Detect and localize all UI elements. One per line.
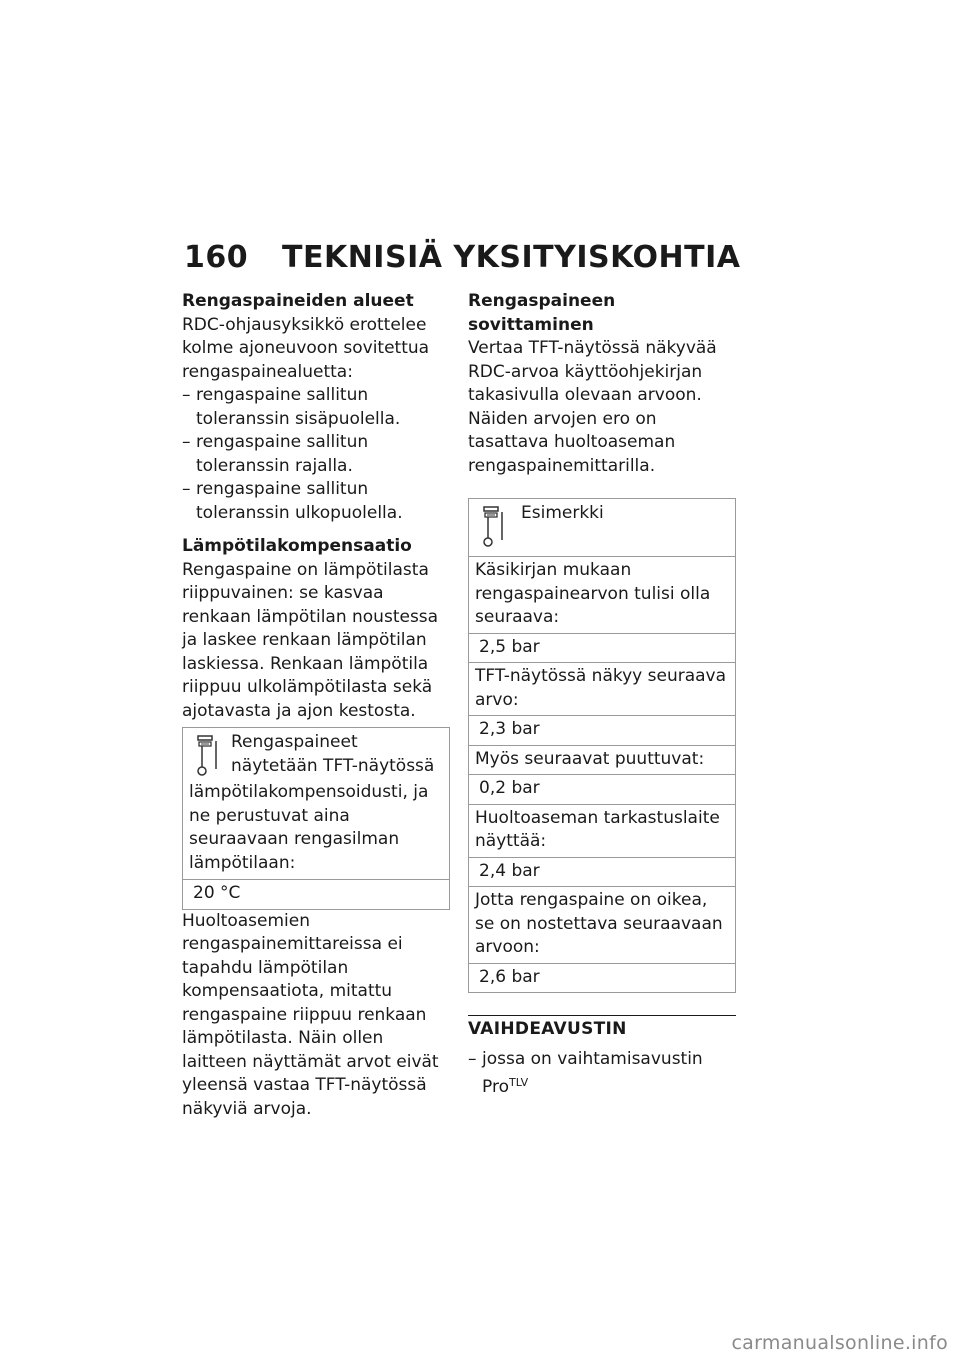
- example-row: TFT-näytössä näkyy seuraava arvo:: [469, 663, 735, 716]
- footer-watermark[interactable]: carmanualsonline.info: [731, 1332, 948, 1354]
- list-item: – rengaspaine sallitun toleranssin ulkopuolella.: [182, 478, 450, 525]
- example-value: 2,6 bar: [479, 966, 540, 987]
- example-row: Käsikirjan mukaan rengaspainearvon tulisi olla seuraava:: [469, 557, 735, 634]
- section-list: [468, 1048, 736, 1100]
- example-value: 2,3 bar: [469, 716, 735, 746]
- page-title: TEKNISIÄ YKSITYISKOHTIA: [282, 240, 741, 275]
- page-header: [184, 240, 744, 280]
- temp-text: Rengaspaine on lämpötilasta riippuvainen: se kasvaa renkaan lämpötilan noustessa ja laskee renkaan lämpötilan laskiessa. Renkaan lämpötila riippuu ulkolämpötilasta sekä ajotavasta ja ajon kestosta.: [182, 559, 439, 721]
- workshop-text: Huoltoasemien rengaspainemittareissa ei tapahdu lämpötilan kompensaatiota, mitattu rengaspaine riippuu renkaan lämpötilasta. Näin ollen laitteen näyttämät arvot eivät yleensä vastaa TFT-näytössä näkyviä arvoja.: [182, 910, 439, 1119]
- adjust-heading: Rengaspaineen sovittaminen: [468, 291, 616, 335]
- list-item: – jossa on vaihtamisavustin Pro$^{TLV}$: [468, 1048, 736, 1100]
- example-row: Jotta rengaspaine on oikea, se on nostettava seuraavaan arvoon:: [469, 887, 735, 964]
- tire-gauge-icon: [475, 504, 511, 552]
- example-title: Esimerkki: [521, 503, 604, 523]
- left-column: [182, 290, 450, 1121]
- page-number: 160: [184, 240, 249, 275]
- example-row: Myös seuraavat puuttuvat:: [469, 746, 735, 776]
- right-column: [468, 290, 736, 1100]
- temp-heading: Lämpötilakompensaatio: [182, 536, 412, 556]
- example-value: 0,2 bar: [469, 775, 735, 805]
- note-box: [182, 727, 450, 910]
- ranges-list: [182, 384, 450, 525]
- example-box: [468, 498, 736, 993]
- example-value: 2,4 bar: [469, 858, 735, 888]
- example-value: 2,5 bar: [469, 634, 735, 664]
- tire-gauge-icon: [189, 733, 225, 781]
- ranges-heading: Rengaspaineiden alueet: [182, 291, 414, 311]
- section-item-sup: TLV: [508, 1076, 529, 1089]
- section-title: VAIHDEAVUSTIN: [468, 1019, 627, 1039]
- note-text: Rengaspaineet näytetään TFT-näytössä lämpötilakompensoidusti, ja ne perustuvat aina seuraavaan rengasilman lämpötilaan:: [189, 732, 435, 873]
- ranges-intro: RDC-ohjausyksikkö erottelee kolme ajoneuvoon sovitettua rengaspainealuetta:: [182, 314, 430, 382]
- list-item: – rengaspaine sallitun toleranssin rajalla.: [182, 431, 450, 478]
- adjust-text: Vertaa TFT-näytössä näkyvää RDC-arvoa käyttöohjekirjan takasivulla olevaan arvoon. Näiden arvojen ero on tasattava huoltoaseman rengaspainemittarilla.: [468, 338, 717, 476]
- example-row: Huoltoaseman tarkastuslaite näyttää:: [469, 805, 735, 858]
- note-value: 20 °C: [193, 883, 241, 903]
- list-item: – rengaspaine sallitun toleranssin sisäpuolella.: [182, 384, 450, 431]
- section-divider: [468, 1015, 736, 1100]
